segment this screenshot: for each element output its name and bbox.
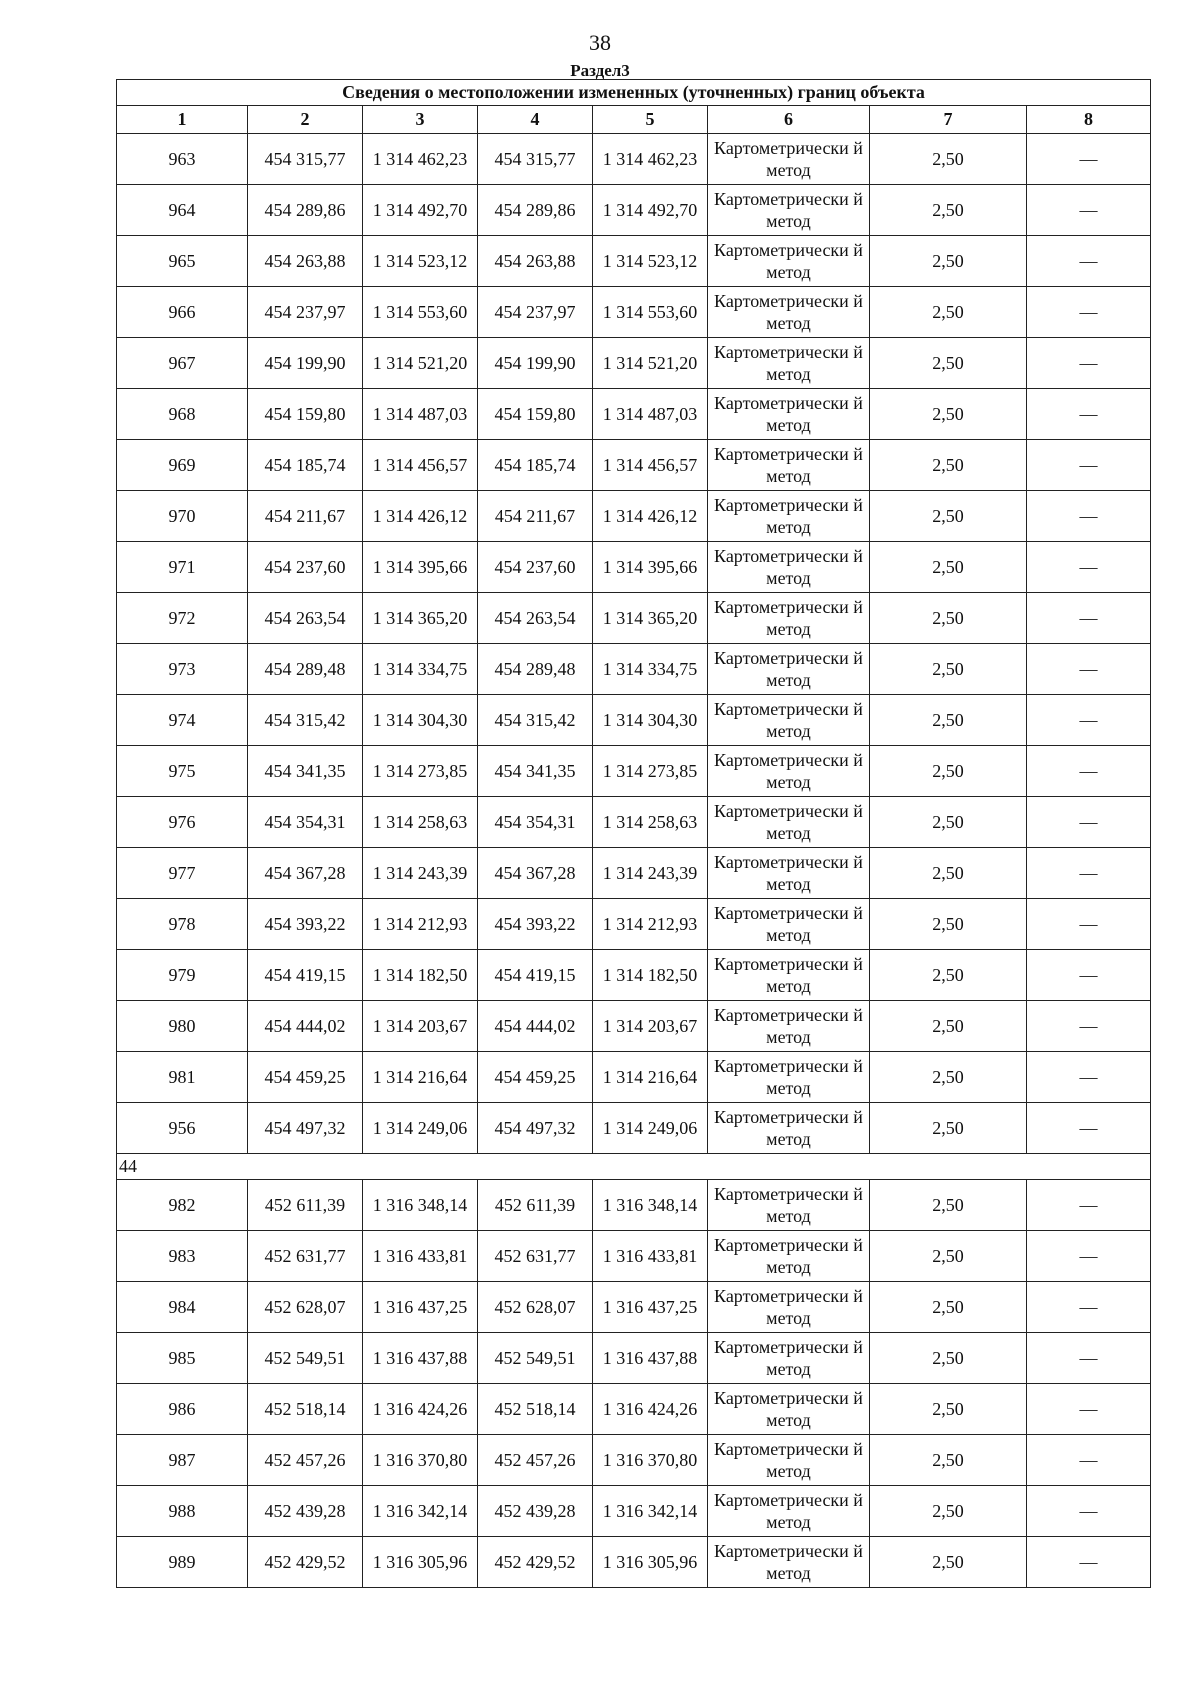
y-new-cell: 1 314 462,23 bbox=[593, 134, 708, 185]
y-existing-cell: 1 316 424,26 bbox=[363, 1384, 478, 1435]
table-row bbox=[117, 644, 1151, 695]
table-row bbox=[117, 338, 1151, 389]
y-new-cell: 1 316 424,26 bbox=[593, 1384, 708, 1435]
table-row bbox=[117, 1384, 1151, 1435]
table-row bbox=[117, 797, 1151, 848]
table-row bbox=[117, 1001, 1151, 1052]
x-new-cell: 452 628,07 bbox=[478, 1282, 593, 1333]
y-new-cell: 1 314 395,66 bbox=[593, 542, 708, 593]
x-existing-cell: 454 263,54 bbox=[248, 593, 363, 644]
accuracy-cell: 2,50 bbox=[870, 1486, 1027, 1537]
point-number-cell: 974 bbox=[117, 695, 248, 746]
x-new-cell: 454 444,02 bbox=[478, 1001, 593, 1052]
y-existing-cell: 1 314 395,66 bbox=[363, 542, 478, 593]
y-new-cell: 1 314 182,50 bbox=[593, 950, 708, 1001]
description-cell: — bbox=[1027, 848, 1151, 899]
y-existing-cell: 1 314 456,57 bbox=[363, 440, 478, 491]
x-new-cell: 454 497,32 bbox=[478, 1103, 593, 1154]
method-cell: Картометрически й метод bbox=[708, 440, 870, 491]
method-cell: Картометрически й метод bbox=[708, 389, 870, 440]
method-cell: Картометрически й метод bbox=[708, 236, 870, 287]
point-number-cell: 979 bbox=[117, 950, 248, 1001]
column-header-8: 8 bbox=[1027, 106, 1151, 134]
x-new-cell: 454 211,67 bbox=[478, 491, 593, 542]
x-existing-cell: 454 393,22 bbox=[248, 899, 363, 950]
table-row bbox=[117, 542, 1151, 593]
table-row bbox=[117, 1282, 1151, 1333]
section-title: Раздел3 bbox=[570, 61, 630, 80]
x-new-cell: 452 457,26 bbox=[478, 1435, 593, 1486]
table-row bbox=[117, 1435, 1151, 1486]
description-cell: — bbox=[1027, 1537, 1151, 1588]
column-header-2: 2 bbox=[248, 106, 363, 134]
point-number-cell: 963 bbox=[117, 134, 248, 185]
accuracy-cell: 2,50 bbox=[870, 440, 1027, 491]
table-row bbox=[117, 1231, 1151, 1282]
x-existing-cell: 454 159,80 bbox=[248, 389, 363, 440]
description-cell: — bbox=[1027, 1052, 1151, 1103]
y-existing-cell: 1 316 348,14 bbox=[363, 1180, 478, 1231]
group-label: 44 bbox=[117, 1154, 1151, 1180]
accuracy-cell: 2,50 bbox=[870, 593, 1027, 644]
y-existing-cell: 1 314 304,30 bbox=[363, 695, 478, 746]
table-row bbox=[117, 695, 1151, 746]
table-row bbox=[117, 236, 1151, 287]
accuracy-cell: 2,50 bbox=[870, 1435, 1027, 1486]
y-new-cell: 1 314 304,30 bbox=[593, 695, 708, 746]
method-cell: Картометрически й метод bbox=[708, 746, 870, 797]
y-existing-cell: 1 314 487,03 bbox=[363, 389, 478, 440]
accuracy-cell: 2,50 bbox=[870, 644, 1027, 695]
x-existing-cell: 452 628,07 bbox=[248, 1282, 363, 1333]
accuracy-cell: 2,50 bbox=[870, 1001, 1027, 1052]
method-cell: Картометрически й метод bbox=[708, 1180, 870, 1231]
accuracy-cell: 2,50 bbox=[870, 899, 1027, 950]
x-new-cell: 454 289,86 bbox=[478, 185, 593, 236]
description-cell: — bbox=[1027, 899, 1151, 950]
x-existing-cell: 454 237,97 bbox=[248, 287, 363, 338]
point-number-cell: 978 bbox=[117, 899, 248, 950]
method-cell: Картометрически й метод bbox=[708, 491, 870, 542]
x-new-cell: 452 439,28 bbox=[478, 1486, 593, 1537]
method-cell: Картометрически й метод bbox=[708, 593, 870, 644]
x-existing-cell: 454 289,48 bbox=[248, 644, 363, 695]
x-new-cell: 452 631,77 bbox=[478, 1231, 593, 1282]
x-existing-cell: 454 315,77 bbox=[248, 134, 363, 185]
y-existing-cell: 1 314 365,20 bbox=[363, 593, 478, 644]
table-row bbox=[117, 440, 1151, 491]
x-existing-cell: 452 518,14 bbox=[248, 1384, 363, 1435]
point-number-cell: 987 bbox=[117, 1435, 248, 1486]
group-row bbox=[117, 1154, 1151, 1180]
point-number-cell: 986 bbox=[117, 1384, 248, 1435]
y-existing-cell: 1 314 553,60 bbox=[363, 287, 478, 338]
method-cell: Картометрически й метод bbox=[708, 1486, 870, 1537]
x-existing-cell: 454 419,15 bbox=[248, 950, 363, 1001]
table-row bbox=[117, 593, 1151, 644]
table-row bbox=[117, 1052, 1151, 1103]
description-cell: — bbox=[1027, 1103, 1151, 1154]
x-new-cell: 454 354,31 bbox=[478, 797, 593, 848]
y-new-cell: 1 314 456,57 bbox=[593, 440, 708, 491]
accuracy-cell: 2,50 bbox=[870, 695, 1027, 746]
y-new-cell: 1 314 203,67 bbox=[593, 1001, 708, 1052]
method-cell: Картометрически й метод bbox=[708, 134, 870, 185]
x-new-cell: 454 289,48 bbox=[478, 644, 593, 695]
y-existing-cell: 1 314 258,63 bbox=[363, 797, 478, 848]
point-number-cell: 985 bbox=[117, 1333, 248, 1384]
accuracy-cell: 2,50 bbox=[870, 491, 1027, 542]
x-new-cell: 454 393,22 bbox=[478, 899, 593, 950]
point-number-cell: 977 bbox=[117, 848, 248, 899]
y-new-cell: 1 314 487,03 bbox=[593, 389, 708, 440]
y-new-cell: 1 314 258,63 bbox=[593, 797, 708, 848]
description-cell: — bbox=[1027, 1282, 1151, 1333]
description-cell: — bbox=[1027, 389, 1151, 440]
point-number-cell: 968 bbox=[117, 389, 248, 440]
y-existing-cell: 1 314 334,75 bbox=[363, 644, 478, 695]
accuracy-cell: 2,50 bbox=[870, 134, 1027, 185]
method-cell: Картометрически й метод bbox=[708, 1052, 870, 1103]
accuracy-cell: 2,50 bbox=[870, 1384, 1027, 1435]
accuracy-cell: 2,50 bbox=[870, 1282, 1027, 1333]
y-new-cell: 1 314 249,06 bbox=[593, 1103, 708, 1154]
accuracy-cell: 2,50 bbox=[870, 1052, 1027, 1103]
x-existing-cell: 452 429,52 bbox=[248, 1537, 363, 1588]
x-existing-cell: 454 237,60 bbox=[248, 542, 363, 593]
y-new-cell: 1 316 437,25 bbox=[593, 1282, 708, 1333]
y-existing-cell: 1 314 216,64 bbox=[363, 1052, 478, 1103]
table-row bbox=[117, 1180, 1151, 1231]
x-new-cell: 454 263,88 bbox=[478, 236, 593, 287]
x-existing-cell: 452 611,39 bbox=[248, 1180, 363, 1231]
point-number-cell: 980 bbox=[117, 1001, 248, 1052]
x-new-cell: 454 185,74 bbox=[478, 440, 593, 491]
y-new-cell: 1 316 342,14 bbox=[593, 1486, 708, 1537]
x-existing-cell: 454 289,86 bbox=[248, 185, 363, 236]
accuracy-cell: 2,50 bbox=[870, 1103, 1027, 1154]
table-row bbox=[117, 1333, 1151, 1384]
x-existing-cell: 454 185,74 bbox=[248, 440, 363, 491]
accuracy-cell: 2,50 bbox=[870, 1180, 1027, 1231]
y-new-cell: 1 314 553,60 bbox=[593, 287, 708, 338]
y-existing-cell: 1 316 437,25 bbox=[363, 1282, 478, 1333]
column-header-6: 6 bbox=[708, 106, 870, 134]
point-number-cell: 973 bbox=[117, 644, 248, 695]
table-row bbox=[117, 1486, 1151, 1537]
description-cell: — bbox=[1027, 950, 1151, 1001]
description-cell: — bbox=[1027, 236, 1151, 287]
accuracy-cell: 2,50 bbox=[870, 797, 1027, 848]
table-row bbox=[117, 1103, 1151, 1154]
method-cell: Картометрически й метод bbox=[708, 1001, 870, 1052]
x-new-cell: 452 518,14 bbox=[478, 1384, 593, 1435]
point-number-cell: 983 bbox=[117, 1231, 248, 1282]
column-header-5: 5 bbox=[593, 106, 708, 134]
y-existing-cell: 1 314 212,93 bbox=[363, 899, 478, 950]
point-number-cell: 956 bbox=[117, 1103, 248, 1154]
description-cell: — bbox=[1027, 746, 1151, 797]
y-new-cell: 1 314 365,20 bbox=[593, 593, 708, 644]
y-existing-cell: 1 314 243,39 bbox=[363, 848, 478, 899]
description-cell: — bbox=[1027, 797, 1151, 848]
table-row bbox=[117, 185, 1151, 236]
y-existing-cell: 1 314 182,50 bbox=[363, 950, 478, 1001]
description-cell: — bbox=[1027, 1435, 1151, 1486]
x-new-cell: 454 263,54 bbox=[478, 593, 593, 644]
x-new-cell: 454 315,77 bbox=[478, 134, 593, 185]
table-caption: Сведения о местоположении измененных (уточненных) границ объекта bbox=[117, 80, 1151, 106]
x-existing-cell: 454 367,28 bbox=[248, 848, 363, 899]
description-cell: — bbox=[1027, 185, 1151, 236]
description-cell: — bbox=[1027, 1384, 1151, 1435]
table-row bbox=[117, 491, 1151, 542]
point-number-cell: 984 bbox=[117, 1282, 248, 1333]
method-cell: Картометрически й метод bbox=[708, 1103, 870, 1154]
x-new-cell: 454 315,42 bbox=[478, 695, 593, 746]
y-new-cell: 1 314 521,20 bbox=[593, 338, 708, 389]
x-new-cell: 452 549,51 bbox=[478, 1333, 593, 1384]
column-header-7: 7 bbox=[870, 106, 1027, 134]
y-existing-cell: 1 314 249,06 bbox=[363, 1103, 478, 1154]
x-existing-cell: 454 497,32 bbox=[248, 1103, 363, 1154]
x-new-cell: 454 237,97 bbox=[478, 287, 593, 338]
point-number-cell: 989 bbox=[117, 1537, 248, 1588]
table-row bbox=[117, 134, 1151, 185]
method-cell: Картометрически й метод bbox=[708, 950, 870, 1001]
method-cell: Картометрически й метод bbox=[708, 185, 870, 236]
y-new-cell: 1 314 426,12 bbox=[593, 491, 708, 542]
description-cell: — bbox=[1027, 1333, 1151, 1384]
x-new-cell: 452 611,39 bbox=[478, 1180, 593, 1231]
method-cell: Картометрически й метод bbox=[708, 644, 870, 695]
y-existing-cell: 1 316 342,14 bbox=[363, 1486, 478, 1537]
x-existing-cell: 452 549,51 bbox=[248, 1333, 363, 1384]
page-number: 38 bbox=[589, 30, 611, 55]
y-existing-cell: 1 316 437,88 bbox=[363, 1333, 478, 1384]
y-new-cell: 1 314 212,93 bbox=[593, 899, 708, 950]
description-cell: — bbox=[1027, 1001, 1151, 1052]
point-number-cell: 965 bbox=[117, 236, 248, 287]
description-cell: — bbox=[1027, 134, 1151, 185]
x-existing-cell: 454 315,42 bbox=[248, 695, 363, 746]
description-cell: — bbox=[1027, 593, 1151, 644]
point-number-cell: 966 bbox=[117, 287, 248, 338]
description-cell: — bbox=[1027, 1180, 1151, 1231]
method-cell: Картометрически й метод bbox=[708, 1282, 870, 1333]
y-existing-cell: 1 316 370,80 bbox=[363, 1435, 478, 1486]
y-existing-cell: 1 314 521,20 bbox=[363, 338, 478, 389]
table-row bbox=[117, 287, 1151, 338]
column-header-row bbox=[117, 106, 1151, 134]
x-existing-cell: 454 263,88 bbox=[248, 236, 363, 287]
accuracy-cell: 2,50 bbox=[870, 236, 1027, 287]
point-number-cell: 982 bbox=[117, 1180, 248, 1231]
x-existing-cell: 452 457,26 bbox=[248, 1435, 363, 1486]
y-existing-cell: 1 316 433,81 bbox=[363, 1231, 478, 1282]
point-number-cell: 970 bbox=[117, 491, 248, 542]
x-new-cell: 454 199,90 bbox=[478, 338, 593, 389]
accuracy-cell: 2,50 bbox=[870, 1537, 1027, 1588]
y-new-cell: 1 314 523,12 bbox=[593, 236, 708, 287]
accuracy-cell: 2,50 bbox=[870, 1333, 1027, 1384]
x-existing-cell: 454 199,90 bbox=[248, 338, 363, 389]
y-existing-cell: 1 314 203,67 bbox=[363, 1001, 478, 1052]
description-cell: — bbox=[1027, 542, 1151, 593]
description-cell: — bbox=[1027, 1231, 1151, 1282]
method-cell: Картометрически й метод bbox=[708, 695, 870, 746]
x-existing-cell: 454 444,02 bbox=[248, 1001, 363, 1052]
table-row bbox=[117, 746, 1151, 797]
table-row bbox=[117, 848, 1151, 899]
point-number-cell: 975 bbox=[117, 746, 248, 797]
table-caption-row bbox=[117, 80, 1151, 106]
x-new-cell: 452 429,52 bbox=[478, 1537, 593, 1588]
x-existing-cell: 454 341,35 bbox=[248, 746, 363, 797]
description-cell: — bbox=[1027, 440, 1151, 491]
x-new-cell: 454 459,25 bbox=[478, 1052, 593, 1103]
y-new-cell: 1 314 492,70 bbox=[593, 185, 708, 236]
method-cell: Картометрически й метод bbox=[708, 1231, 870, 1282]
x-new-cell: 454 159,80 bbox=[478, 389, 593, 440]
point-number-cell: 972 bbox=[117, 593, 248, 644]
y-existing-cell: 1 314 426,12 bbox=[363, 491, 478, 542]
point-number-cell: 964 bbox=[117, 185, 248, 236]
boundary-coordinates-table bbox=[116, 79, 1151, 1588]
point-number-cell: 967 bbox=[117, 338, 248, 389]
accuracy-cell: 2,50 bbox=[870, 950, 1027, 1001]
accuracy-cell: 2,50 bbox=[870, 389, 1027, 440]
description-cell: — bbox=[1027, 338, 1151, 389]
description-cell: — bbox=[1027, 695, 1151, 746]
x-existing-cell: 454 211,67 bbox=[248, 491, 363, 542]
x-new-cell: 454 419,15 bbox=[478, 950, 593, 1001]
table-row bbox=[117, 899, 1151, 950]
y-new-cell: 1 314 243,39 bbox=[593, 848, 708, 899]
accuracy-cell: 2,50 bbox=[870, 1231, 1027, 1282]
description-cell: — bbox=[1027, 1486, 1151, 1537]
x-new-cell: 454 237,60 bbox=[478, 542, 593, 593]
table-row bbox=[117, 1537, 1151, 1588]
method-cell: Картометрически й метод bbox=[708, 848, 870, 899]
method-cell: Картометрически й метод bbox=[708, 899, 870, 950]
y-new-cell: 1 316 348,14 bbox=[593, 1180, 708, 1231]
point-number-cell: 969 bbox=[117, 440, 248, 491]
point-number-cell: 976 bbox=[117, 797, 248, 848]
y-existing-cell: 1 314 492,70 bbox=[363, 185, 478, 236]
column-header-1: 1 bbox=[117, 106, 248, 134]
y-new-cell: 1 314 334,75 bbox=[593, 644, 708, 695]
x-existing-cell: 452 631,77 bbox=[248, 1231, 363, 1282]
y-existing-cell: 1 314 273,85 bbox=[363, 746, 478, 797]
y-new-cell: 1 316 433,81 bbox=[593, 1231, 708, 1282]
method-cell: Картометрически й метод bbox=[708, 1333, 870, 1384]
method-cell: Картометрически й метод bbox=[708, 1435, 870, 1486]
column-header-3: 3 bbox=[363, 106, 478, 134]
accuracy-cell: 2,50 bbox=[870, 287, 1027, 338]
y-new-cell: 1 314 216,64 bbox=[593, 1052, 708, 1103]
y-new-cell: 1 316 305,96 bbox=[593, 1537, 708, 1588]
column-header-4: 4 bbox=[478, 106, 593, 134]
description-cell: — bbox=[1027, 491, 1151, 542]
y-new-cell: 1 314 273,85 bbox=[593, 746, 708, 797]
x-existing-cell: 454 354,31 bbox=[248, 797, 363, 848]
accuracy-cell: 2,50 bbox=[870, 338, 1027, 389]
table-row bbox=[117, 389, 1151, 440]
y-new-cell: 1 316 370,80 bbox=[593, 1435, 708, 1486]
description-cell: — bbox=[1027, 644, 1151, 695]
method-cell: Картометрически й метод bbox=[708, 338, 870, 389]
point-number-cell: 971 bbox=[117, 542, 248, 593]
method-cell: Картометрически й метод bbox=[708, 797, 870, 848]
accuracy-cell: 2,50 bbox=[870, 185, 1027, 236]
method-cell: Картометрически й метод bbox=[708, 287, 870, 338]
description-cell: — bbox=[1027, 287, 1151, 338]
y-existing-cell: 1 316 305,96 bbox=[363, 1537, 478, 1588]
point-number-cell: 981 bbox=[117, 1052, 248, 1103]
x-existing-cell: 454 459,25 bbox=[248, 1052, 363, 1103]
x-existing-cell: 452 439,28 bbox=[248, 1486, 363, 1537]
table-row bbox=[117, 950, 1151, 1001]
method-cell: Картометрически й метод bbox=[708, 542, 870, 593]
method-cell: Картометрически й метод bbox=[708, 1384, 870, 1435]
y-existing-cell: 1 314 523,12 bbox=[363, 236, 478, 287]
x-new-cell: 454 341,35 bbox=[478, 746, 593, 797]
y-existing-cell: 1 314 462,23 bbox=[363, 134, 478, 185]
accuracy-cell: 2,50 bbox=[870, 848, 1027, 899]
y-new-cell: 1 316 437,88 bbox=[593, 1333, 708, 1384]
x-new-cell: 454 367,28 bbox=[478, 848, 593, 899]
point-number-cell: 988 bbox=[117, 1486, 248, 1537]
accuracy-cell: 2,50 bbox=[870, 542, 1027, 593]
method-cell: Картометрически й метод bbox=[708, 1537, 870, 1588]
accuracy-cell: 2,50 bbox=[870, 746, 1027, 797]
